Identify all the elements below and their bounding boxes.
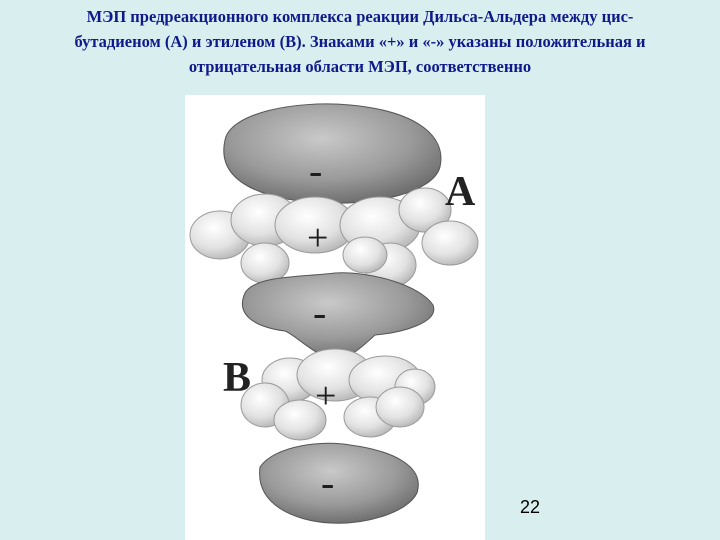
caption-line-2: бутадиеном (А) и этиленом (В). Знаками «+» и «-» указаны положительная и (74, 32, 646, 51)
top-negative-lobe (224, 104, 441, 203)
middle-negative-lobe (242, 273, 433, 359)
top-minus-sign: - (309, 148, 323, 193)
caption-line-1: МЭП предреакционного комплекса реакции Дильса-Альдера между цис- (86, 7, 634, 26)
mep-isosurface-figure (185, 95, 485, 540)
label-b: B (223, 355, 252, 401)
lower-plus-sign: + (315, 375, 337, 417)
molecule-a-positive-region (190, 188, 478, 287)
isosurface-drawing (185, 95, 485, 540)
molecule-b-positive-region (241, 349, 435, 440)
caption-line-3: отрицательная области МЭП, соответственно (188, 57, 532, 76)
slide-caption (20, 4, 700, 79)
bottom-negative-lobe (260, 443, 419, 523)
upper-plus-sign: + (307, 217, 329, 259)
middle-minus-sign: - (313, 290, 327, 335)
bottom-minus-sign: - (321, 460, 335, 505)
page-number: 22 (520, 497, 541, 517)
label-a: A (445, 169, 476, 215)
